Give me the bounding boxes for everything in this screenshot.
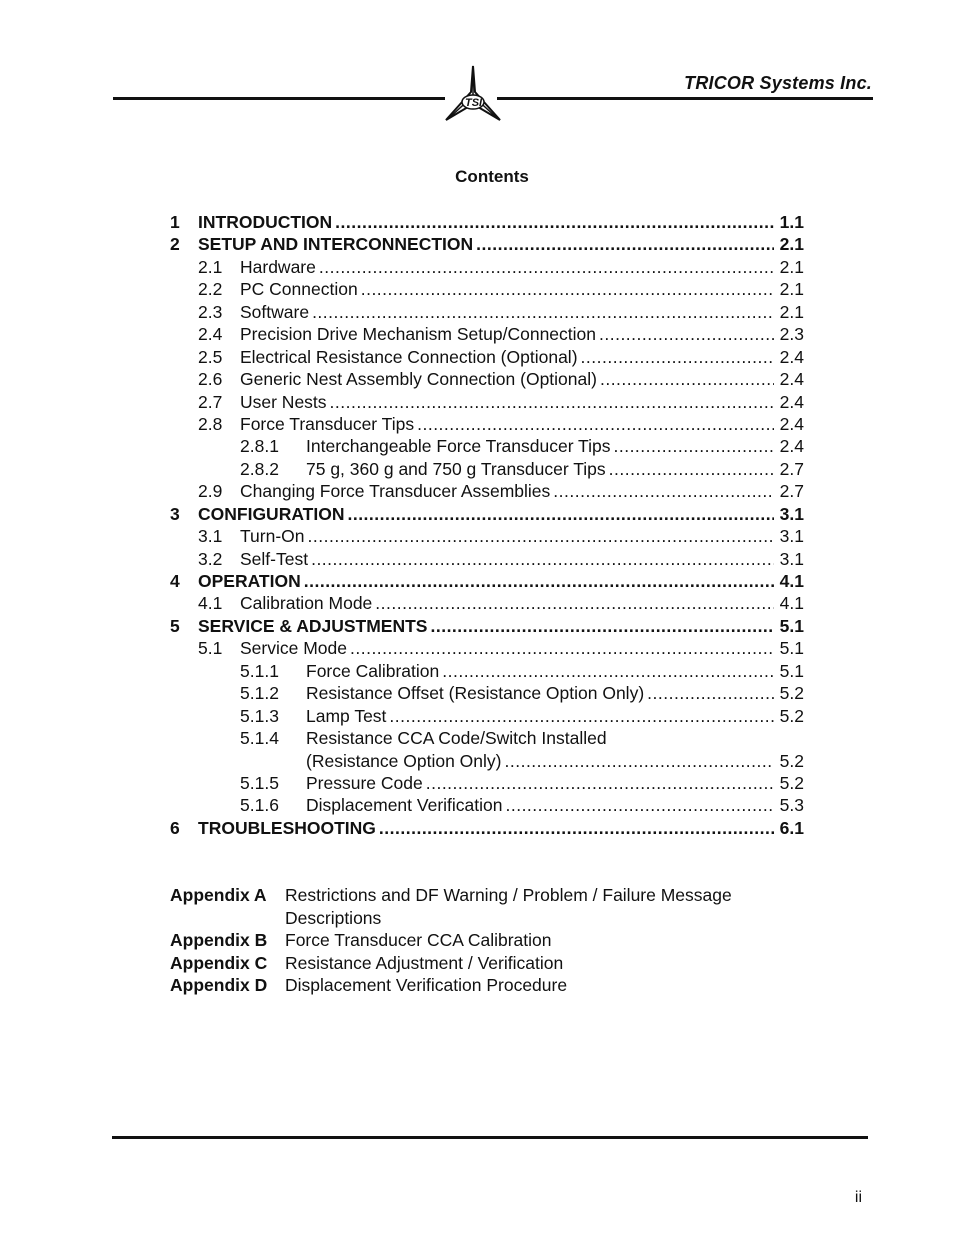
toc-entry-number: 5.1.1 [240,660,279,681]
appendix-title: Displacement Verification Procedure [285,975,568,995]
toc-entry-label: Force Calibration [306,660,440,681]
toc-leader-dots [311,548,774,570]
toc-entry-page: 4.1 [779,593,804,614]
toc-entry[interactable] [170,480,804,502]
toc-leader-dots [417,413,774,435]
toc-entry-page: 5.1 [779,638,804,659]
toc-entry-number: 2.8.1 [240,436,279,457]
toc-entry-page: 5.1 [779,660,804,681]
toc-leader-dots [581,346,774,368]
page-title: Contents [455,167,529,186]
toc-leader-dots [312,301,774,323]
toc-entry[interactable] [170,592,804,614]
appendix-title: Resistance Adjustment / Verification [285,952,564,973]
toc-entry-number: 5.1.5 [240,772,279,793]
toc-entry-page: 2.1 [779,256,804,277]
toc-leader-dots [600,368,774,390]
toc-entry[interactable] [170,278,804,300]
appendix-entry[interactable] [170,929,785,952]
toc-entry-label: Interchangeable Force Transducer Tips [306,436,611,457]
toc-entry[interactable] [170,682,804,704]
toc-leader-dots [308,525,774,547]
appendix-key: Appendix B [170,930,268,950]
page-number: ii [854,1189,862,1206]
toc-entry-page: 2.7 [779,458,804,479]
toc-entry-number: 2.8 [198,413,223,434]
toc-entry-page: 5.2 [779,750,804,771]
toc-entry-number: 4.1 [198,593,223,614]
toc-entry-page: 5.2 [779,683,804,704]
toc-entry-number: 2.3 [198,301,223,322]
toc-entry-number: 2.9 [198,481,223,502]
toc-entry[interactable] [170,772,804,794]
appendix-entry[interactable] [170,974,785,997]
header-rule-left [113,97,445,100]
appendix-entry[interactable] [170,884,785,929]
toc-entry-page: 2.7 [779,481,804,502]
toc-leader-dots [430,615,774,637]
toc-leader-dots [347,503,774,525]
toc-entry-label: Force Transducer Tips [240,413,415,434]
toc-entry-page: 2.4 [779,346,804,367]
toc-entry-label: Electrical Resistance Connection (Optional) [240,346,578,367]
toc-entry-label: User Nests [240,391,327,412]
toc-entry-label: (Resistance Option Only) [306,750,502,771]
toc-entry-label: Self-Test [240,548,309,569]
toc-entry-page: 2.1 [779,301,804,322]
toc-entry[interactable] [170,794,804,816]
toc-entry-number: 2.1 [198,256,223,277]
toc-leader-dots [476,233,774,255]
toc-entry-page: 2.3 [779,324,804,345]
toc-entry-page: 2.1 [779,234,804,255]
toc-entry-number: 5 [170,615,180,636]
toc-entry[interactable] [170,211,804,233]
toc-entry-page: 6.1 [779,817,804,838]
toc-leader-dots [599,323,774,345]
toc-leader-dots [350,637,774,659]
toc-entry[interactable] [170,323,804,345]
appendix-entry[interactable] [170,952,785,975]
toc-entry-page: 5.2 [779,705,804,726]
toc-entry-label: Generic Nest Assembly Connection (Optional) [240,369,597,390]
toc-entry[interactable] [170,570,804,592]
toc-entry-number: 5.1 [198,638,223,659]
toc-leader-dots [361,278,774,300]
toc-entry-number: 2.7 [198,391,223,412]
toc-leader-dots [389,705,774,727]
toc-entry[interactable] [170,301,804,323]
toc-entry-page: 2.4 [779,413,804,434]
toc-entry-label: Resistance CCA Code/Switch Installed [306,728,607,749]
toc-entry-number: 2.6 [198,369,223,390]
toc-leader-dots [335,211,774,233]
toc-entry[interactable] [170,458,804,480]
toc-entry-label: Service Mode [240,638,347,659]
toc-entry-label: CONFIGURATION [198,503,345,524]
appendix-key: Appendix A [170,885,267,905]
toc-entry-label: OPERATION [198,571,301,591]
toc-entry-page: 5.2 [779,772,804,793]
toc-entry-page: 5.3 [779,795,804,816]
toc-entry-page: 2.4 [779,369,804,390]
svg-text:TSI: TSI [465,97,483,109]
header-rule-right [497,97,873,100]
appendix-title: Restrictions and DF Warning / Problem / Failure Message Descriptions [285,885,732,928]
company-brand: TRICOR [684,73,755,93]
toc-entry-number: 6 [170,817,180,838]
toc-entry[interactable] [170,637,804,659]
appendix-key: Appendix C [170,952,268,973]
toc-entry[interactable] [170,503,804,525]
toc-entry-number: 2.4 [198,324,223,345]
toc-entry-label: SERVICE & ADJUSTMENTS [198,615,428,636]
toc-entry-number: 2.5 [198,346,223,367]
toc-entry-label: Resistance Offset (Resistance Option Only) [306,683,645,704]
toc-entry-label: Software [240,301,310,322]
toc-entry-page: 3.1 [779,526,804,547]
toc-leader-dots [613,435,774,457]
toc-leader-dots [505,794,774,816]
toc-entry-number: 5.1.6 [240,795,279,816]
toc-entry-number: 2.8.2 [240,458,279,479]
toc-entry-label: 75 g, 360 g and 750 g Transducer Tips [306,458,606,479]
toc-entry[interactable] [170,368,804,390]
table-of-contents [170,211,804,839]
toc-entry-page: 1.1 [779,212,804,232]
toc-entry[interactable] [170,391,804,413]
toc-entry-label: Calibration Mode [240,593,373,614]
toc-entry[interactable] [170,750,804,772]
toc-entry-label: Changing Force Transducer Assemblies [240,481,551,502]
appendix-key: Appendix D [170,975,268,995]
appendix-list [170,884,785,997]
toc-entry-label: TROUBLESHOOTING [198,817,376,838]
toc-entry-page: 2.4 [779,436,804,457]
toc-entry-number: 4 [170,571,180,591]
toc-leader-dots [609,458,774,480]
toc-entry[interactable] [170,435,804,457]
company-name [684,73,872,94]
toc-leader-dots [379,817,774,839]
toc-entry-number: 2 [170,234,180,255]
toc-entry-page: 2.1 [779,279,804,300]
toc-leader-dots [442,660,774,682]
toc-leader-dots [319,256,774,278]
toc-entry-number: 1 [170,212,180,232]
toc-entry-number: 3.2 [198,548,223,569]
toc-entry-label: Turn-On [240,526,305,547]
toc-entry-label: Hardware [240,256,316,277]
toc-leader-dots [375,592,774,614]
toc-entry-number: 3.1 [198,526,223,547]
company-rest: Systems Inc. [759,73,872,93]
toc-entry-page: 3.1 [779,503,804,524]
toc-entry-label: Lamp Test [306,705,387,726]
toc-entry-page: 3.1 [779,548,804,569]
toc-entry-number: 2.2 [198,279,223,300]
toc-entry-number: 3 [170,503,180,524]
tricor-logo-icon [442,64,504,126]
toc-entry-label: PC Connection [240,279,358,300]
appendix-title: Force Transducer CCA Calibration [285,930,552,950]
toc-entry[interactable] [170,256,804,278]
toc-entry-label: SETUP AND INTERCONNECTION [198,234,474,255]
toc-entry-number: 5.1.4 [240,728,279,749]
toc-entry-label: INTRODUCTION [198,212,333,232]
toc-entry-label: Precision Drive Mechanism Setup/Connection [240,324,596,345]
toc-leader-dots [553,480,774,502]
toc-entry-number: 5.1.3 [240,705,279,726]
toc-entry[interactable] [170,413,804,435]
toc-entry-number: 5.1.2 [240,683,279,704]
toc-entry[interactable] [170,548,804,570]
toc-entry-page: 4.1 [779,571,804,591]
toc-leader-dots [647,682,774,704]
toc-entry[interactable] [170,660,804,682]
toc-entry-page: 2.4 [779,391,804,412]
toc-entry-label: Displacement Verification [306,795,503,816]
toc-entry[interactable] [170,615,804,637]
toc-entry[interactable] [170,233,804,255]
toc-entry[interactable] [170,525,804,547]
toc-entry[interactable] [170,346,804,368]
toc-leader-dots [304,570,774,592]
toc-leader-dots [426,772,774,794]
toc-entry-label: Pressure Code [306,772,423,793]
toc-entry[interactable] [170,705,804,727]
toc-leader-dots [505,750,775,772]
toc-entry[interactable] [170,727,804,749]
toc-leader-dots [330,391,774,413]
footer-rule [112,1136,868,1139]
toc-entry-page: 5.1 [779,615,804,636]
toc-entry[interactable] [170,817,804,839]
